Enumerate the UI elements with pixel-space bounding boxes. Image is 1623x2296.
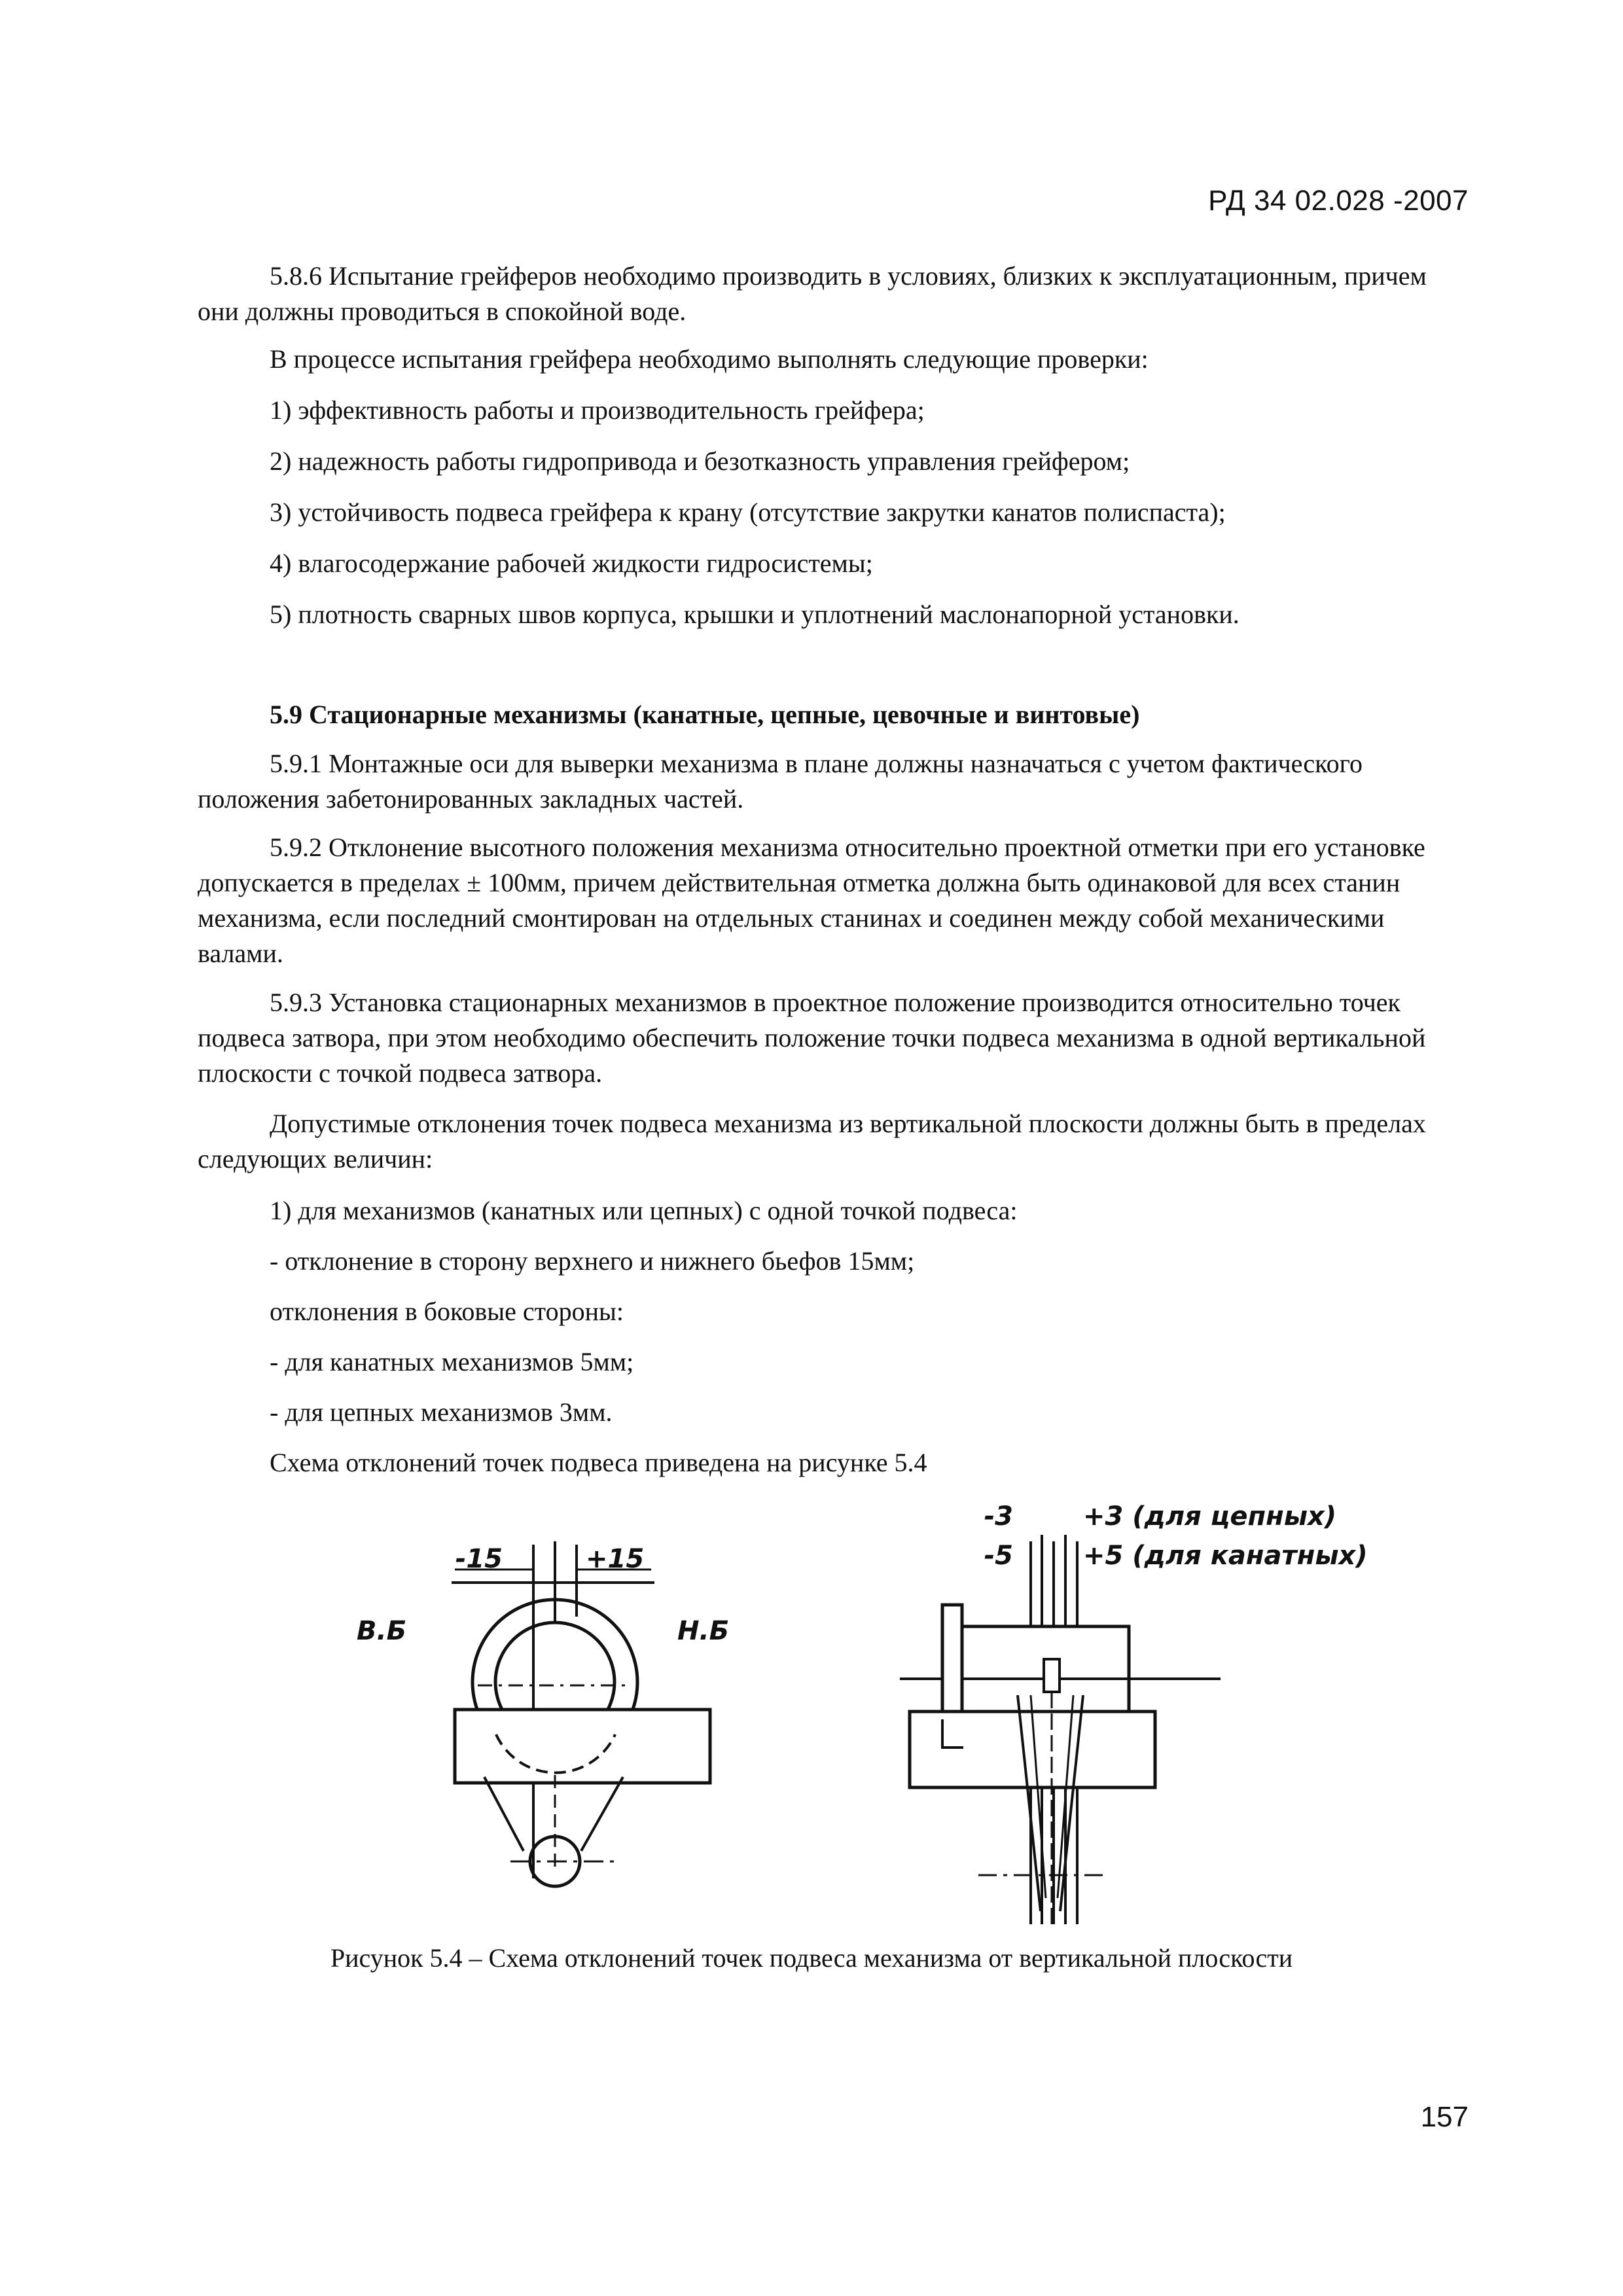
paragraph-5-9-1: 5.9.1 Монтажные оси для выверки механизма в плане должны назначаться с учетом фактического положения забетонированных закладных частей. <box>198 749 1363 814</box>
minus15-label: -15 <box>455 1544 503 1574</box>
list-item: 4) влагосодержание рабочей жидкости гидросистемы; <box>270 548 873 578</box>
deviation-line: - для цепных механизмов 3мм. <box>270 1397 613 1427</box>
list-item: 5) плотность сварных швов корпуса, крышки и уплотнений маслонапорной установки. <box>270 600 1240 629</box>
left-diagram <box>452 1541 710 1886</box>
downstream-label: Н.Б <box>677 1616 730 1646</box>
figure-5-4 <box>0 1492 1623 1931</box>
minus3-label: -3 <box>984 1501 1013 1532</box>
deviation-line: отклонения в боковые стороны: <box>270 1297 624 1326</box>
figure-caption: Рисунок 5.4 – Схема отклонений точек подвеса механизма от вертикальной плоскости <box>330 1943 1293 1973</box>
deviation-line: - для канатных механизмов 5мм; <box>270 1347 634 1376</box>
plus15-label: +15 <box>586 1544 645 1574</box>
paragraph-checks-intro: В процессе испытания грейфера необходимо выполнять следующие проверки: <box>270 344 1149 374</box>
paragraph-5-9-3: 5.9.3 Установка стационарных механизмов в проектное положение производится относительно точек подвеса затвора, при этом необходимо обеспечить положение точки подвеса механизма в одной вертикальной плоскости с точкой подвеса затвора. <box>198 988 1426 1088</box>
list-item: 3) устойчивость подвеса грейфера к крану (отсутствие закрутки канатов полиспаста); <box>270 497 1226 527</box>
paragraph-tolerances: Допустимые отклонения точек подвеса механизма из вертикальной плоскости должны быть в пределах следующих величин: <box>198 1109 1426 1174</box>
scheme-reference: Схема отклонений точек подвеса приведена на рисунке 5.4 <box>270 1448 927 1477</box>
paragraph-5-9-2: 5.9.2 Отклонение высотного положения механизма относительно проектной отметки при его установке допускается в пределах ± 100мм, причем действительная отметка должна быть одинаковой для всех станин механизма, если последний смонтирован на отдельных станинах и соединен между собой механическими валами. <box>198 833 1425 968</box>
upstream-label: В.Б <box>357 1616 407 1646</box>
minus5-label: -5 <box>984 1541 1013 1571</box>
page-number: 157 <box>1420 2101 1469 2133</box>
list-item: 2) надежность работы гидропривода и безотказность управления грейфером; <box>270 446 1130 476</box>
plus3-label: +3 (для цепных) <box>1083 1501 1337 1532</box>
plus5-label: +5 (для канатных) <box>1083 1541 1368 1571</box>
list-item: 1) эффективность работы и производительность грейфера; <box>270 395 925 425</box>
right-diagram <box>900 1535 1221 1924</box>
section-heading-5-9: 5.9 Стационарные механизмы (канатные, цепные, цевочные и винтовые) <box>270 700 1140 729</box>
deviation-line: - отклонение в сторону верхнего и нижнего бьефов 15мм; <box>270 1246 915 1276</box>
document-code: РД 34 02.028 -2007 <box>1208 185 1469 217</box>
paragraph-5-8-6: 5.8.6 Испытание грейферов необходимо производить в условиях, близких к эксплуатационным, причем они должны проводиться в спокойной воде. <box>198 261 1427 326</box>
list-item: 1) для механизмов (канатных или цепных) с одной точкой подвеса: <box>270 1196 1018 1225</box>
